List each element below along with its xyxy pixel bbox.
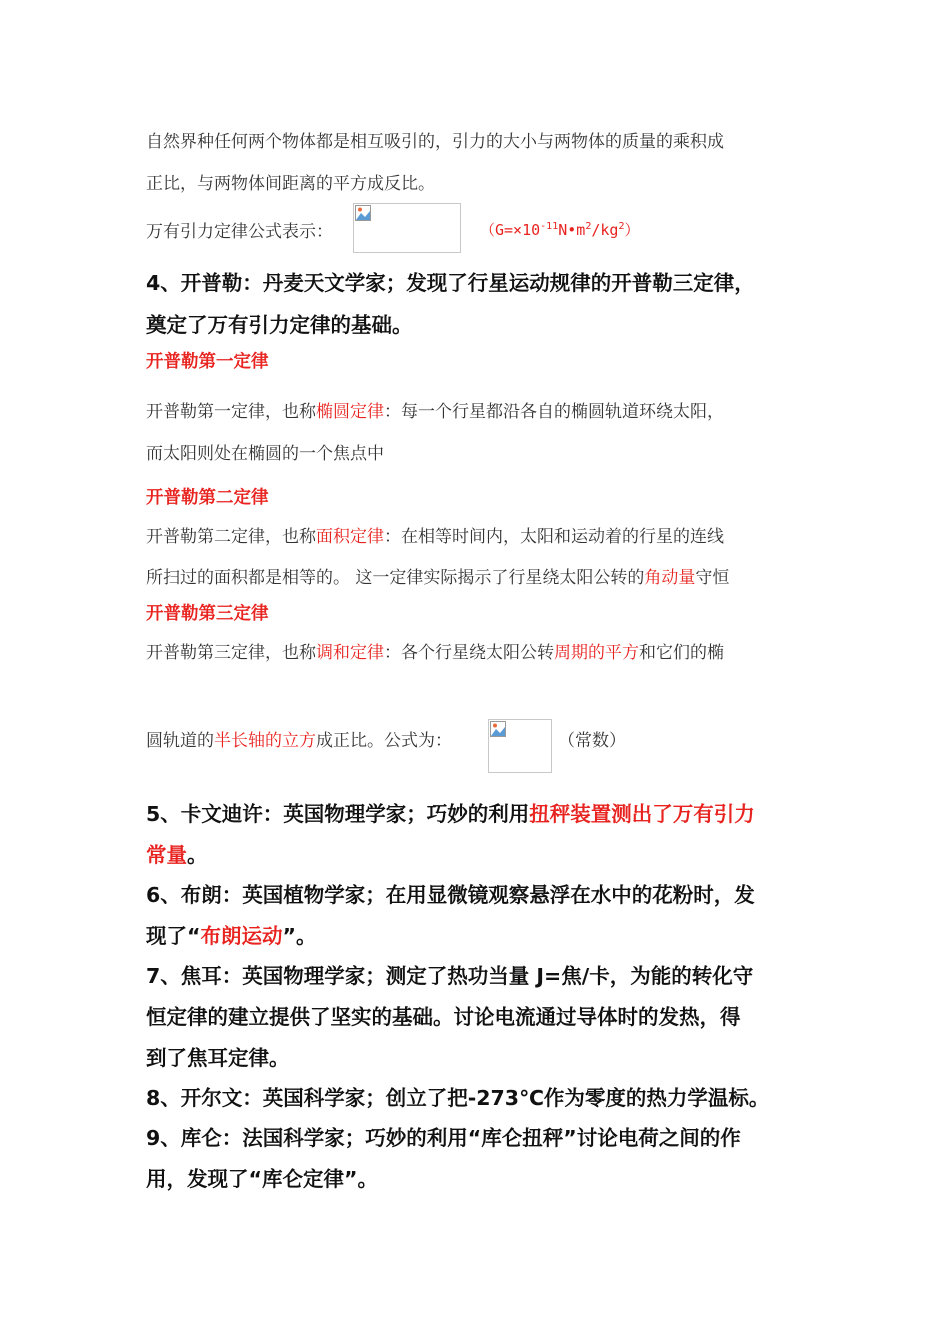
- item6-line-2: [146, 919, 316, 949]
- item7-line-2: 恒定律的建立提供了坚实的基础。讨论电流通过导体时的发热，得: [146, 1005, 741, 1029]
- law2-highlight: 面积定律: [316, 527, 384, 547]
- gravity-formula-image: [353, 203, 461, 253]
- item5-highlight-2: 常量: [146, 843, 187, 867]
- constant-unit-a: N•m: [558, 221, 586, 239]
- law3-text-a: 开普勒第三定律，也称: [146, 643, 316, 663]
- law1-text-a: 开普勒第一定律，也称: [146, 402, 316, 422]
- item9-line-1: 9、库仑：法国科学家；巧妙的利用“库仑扭秤”讨论电荷之间的作: [146, 1126, 741, 1150]
- law2-text-c: 所扫过的面积都是相等的。 这一定律实际揭示了行星绕太阳公转的: [146, 568, 645, 588]
- law2-text-d: 守恒: [695, 568, 730, 588]
- law3-formula-image: [488, 719, 552, 773]
- law2-highlight-2: 角动量: [644, 568, 696, 588]
- constant-exponent: -11: [540, 221, 559, 232]
- law2-text-b: ：在相等时间内，太阳和运动着的行星的连线: [384, 527, 724, 547]
- law1-line-2: 而太阳则处在椭圆的一个焦点中: [146, 444, 384, 464]
- law3-text-d: 圆轨道的: [146, 731, 214, 751]
- item6-highlight: 布朗运动: [200, 924, 283, 948]
- item5-text-a: 5、卡文迪许：英国物理学家；巧妙的利用: [146, 802, 530, 826]
- constant-exponent-2: 2: [585, 221, 592, 232]
- item5-highlight: 扭秤装置测出了万有引力: [529, 802, 755, 826]
- item9-line-2: 用，发现了“库仑定律”。: [146, 1167, 378, 1191]
- law3-highlight: 调和定律: [316, 643, 384, 663]
- law3-highlight-2: 周期的平方: [554, 643, 639, 663]
- law2-line-1: [146, 522, 724, 547]
- law3-heading: 开普勒第三定律: [146, 604, 269, 624]
- law1-highlight: 椭圆定律: [316, 402, 384, 422]
- broken-image-icon: [355, 205, 371, 221]
- gravity-text-line-1: 自然界种任何两个物体都是相互吸引的，引力的大小与两物体的质量的乘积成: [146, 132, 724, 152]
- constant-close: ）: [624, 221, 640, 239]
- law3-highlight-3: 半长轴的立方: [214, 731, 316, 751]
- gravity-text-line-2: 正比，与两物体间距离的平方成反比。: [146, 174, 435, 194]
- item6-line-1: 6、布朗：英国植物学家；在用显微镜观察悬浮在水中的花粉时，发: [146, 883, 755, 907]
- law3-text-b: ：各个行星绕太阳公转: [384, 643, 554, 663]
- law2-line-2: [146, 563, 729, 588]
- law3-line-2: [146, 726, 452, 751]
- law3-text-c: 和它们的椭: [639, 643, 724, 663]
- broken-image-icon: [490, 721, 506, 737]
- item6-text-b: ”。: [282, 924, 317, 948]
- item6-text-a: 现了“: [146, 924, 201, 948]
- item8-line-1: 8、开尔文：英国科学家；创立了把-273℃作为零度的热力学温标。: [146, 1086, 770, 1110]
- item5-line-2: [146, 838, 208, 868]
- item7-line-1: 7、焦耳：英国物理学家；测定了热功当量 J=焦/卡，为能的转化守: [146, 964, 754, 988]
- law3-text-e: 成正比。公式为：: [316, 731, 452, 751]
- constant-open: （G=×10: [480, 221, 541, 239]
- law1-heading: 开普勒第一定律: [146, 352, 269, 372]
- item4-line-2: 奠定了万有引力定律的基础。: [146, 313, 413, 337]
- item7-line-3: 到了焦耳定律。: [146, 1046, 290, 1070]
- constant-exponent-3: 2: [618, 221, 625, 232]
- law1-text-b: ：每一个行星都沿各自的椭圆轨道环绕太阳，: [384, 402, 724, 422]
- item5-text-b: 。: [187, 843, 208, 867]
- gravity-formula-label: 万有引力定律公式表示：: [146, 222, 333, 242]
- law3-line-1: [146, 638, 724, 663]
- law3-constant-label: （常数）: [558, 731, 626, 751]
- law2-text-a: 开普勒第二定律，也称: [146, 527, 316, 547]
- law2-heading: 开普勒第二定律: [146, 488, 269, 508]
- law1-line-1: [146, 397, 724, 422]
- constant-unit-b: /kg: [591, 221, 619, 239]
- gravity-constant-note: [480, 219, 639, 240]
- item5-line-1: [146, 797, 755, 827]
- item4-line-1: 4、开普勒：丹麦天文学家；发现了行星运动规律的开普勒三定律，: [146, 271, 755, 295]
